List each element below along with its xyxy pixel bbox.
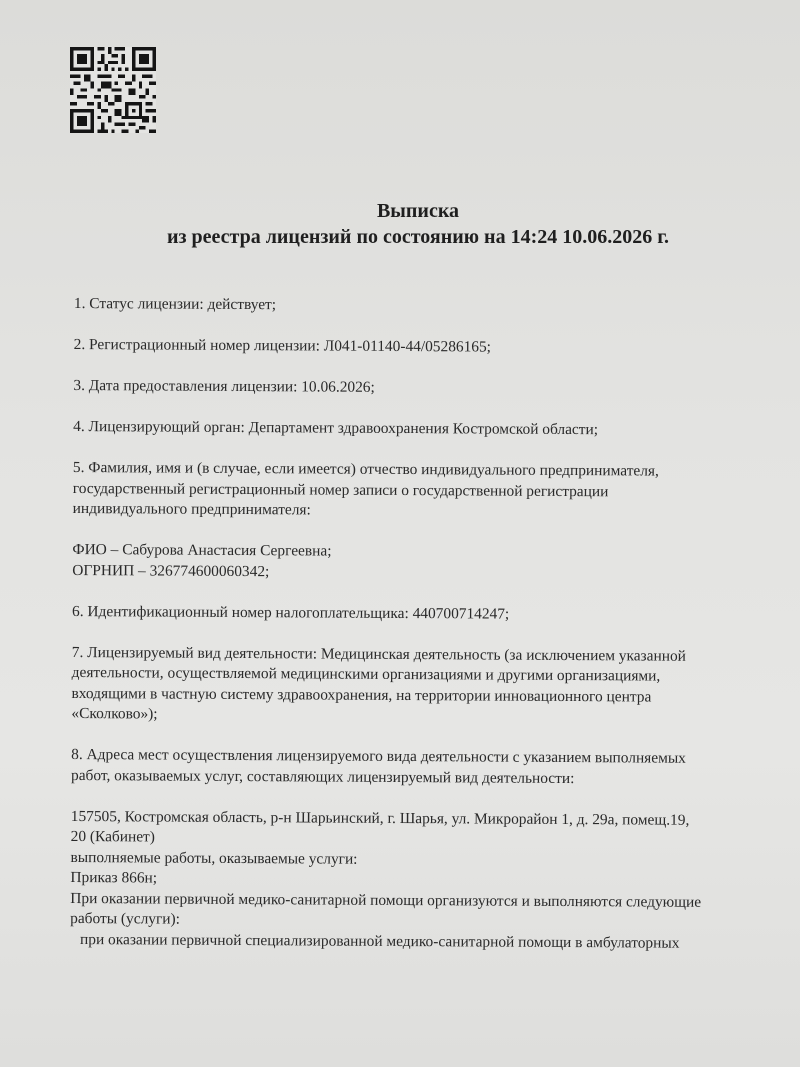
license-status: 1. Статус лицензии: действует; [73, 294, 277, 314]
specialized-care-line: при оказании первичной специализированной медико-санитарной помощи в амбулаторных [80, 930, 680, 952]
works-label: выполняемые работы, оказываемые услуги: [70, 848, 358, 868]
entrepreneur-heading-line3: индивидуального предпринимателя: [72, 499, 311, 519]
address-line1: 157505, Костромская область, р-н Шарьинский, г. Шарья, ул. Микрорайон 1, д. 29а, помещ.19, [70, 807, 690, 829]
activity-line3: входящими в частную систему здравоохранения, на территории инновационного центра [71, 684, 652, 706]
document-body [70, 294, 774, 954]
taxpayer-id: 6. Идентификационный номер налогоплательщика: 440700714247; [72, 602, 510, 623]
license-authority: 4. Лицензирующий орган: Департамент здравоохранения Костромской области; [73, 417, 599, 439]
addresses-heading-line1: 8. Адреса мест осуществления лицензируемого вида деятельности с указанием выполняемых [71, 745, 686, 767]
primary-care-line1: При оказании первичной медико-санитарной помощи организуются и выполняются следующие [70, 889, 702, 911]
activity-line1: 7. Лицензируемый вид деятельности: Медицинская деятельность (за исключением указанной [71, 643, 686, 665]
activity-line4: «Сколково»); [71, 704, 158, 723]
address-line2: 20 (Кабинет) [70, 827, 155, 846]
order-ref: Приказ 866н; [70, 868, 158, 887]
license-date: 3. Дата предоставления лицензии: 10.06.2026; [73, 376, 375, 396]
license-reg-number: 2. Регистрационный номер лицензии: Л041-01140-44/05286165; [73, 335, 492, 356]
document-title: Выписка [376, 200, 460, 222]
activity-line2: деятельности, осуществляемой медицинскими организациями и другими организациями, [71, 663, 661, 685]
qr-code [70, 47, 156, 133]
document-subtitle: из реестра лицензий по состоянию на 14:24 10.06.2026 г. [166, 226, 670, 248]
entrepreneur-heading-line1: 5. Фамилия, имя и (в случае, если имеется) отчество индивидуального предпринимателя, [72, 458, 659, 480]
entrepreneur-heading-line2: государственный регистрационный номер записи о государственной регистрации [72, 479, 609, 500]
addresses-heading-line2: работ, оказываемых услуг, составляющих лицензируемый вид деятельности: [71, 766, 575, 787]
primary-care-line2: работы (услуги): [70, 909, 180, 928]
entrepreneur-ogrnip: ОГРНИП – 326774600060342; [72, 561, 270, 580]
entrepreneur-fio: ФИО – Сабурова Анастасия Сергеевна; [72, 540, 332, 560]
